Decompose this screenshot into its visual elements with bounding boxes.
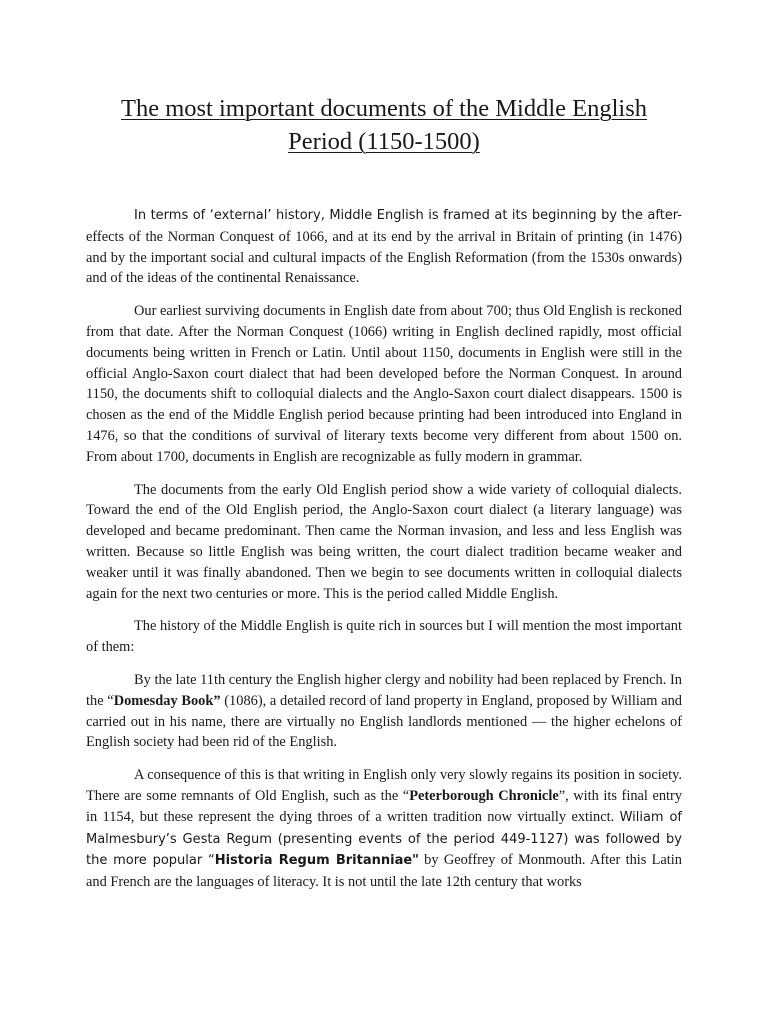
paragraph-6-part-c: by Geoffrey of Monmouth. After this Latin and French are the languages of literacy. It is not until the late 12th century that works bbox=[86, 852, 682, 891]
historia-regum-title: Historia Regum Britanniae" bbox=[214, 853, 419, 869]
document-title: The most important documents of the Middle English Period (1150-1500) bbox=[121, 95, 647, 155]
paragraph-earliest-documents: Our earliest surviving documents in English date from about 700; thus Old English is reckoned from that date. After the Norman Conquest (1066) writing in English declined rapidly, most official documents being written in French or Latin. Until about 1150, documents in English were still in the official Anglo-Saxon court dialect that had been developed before the Norman Conquest. In around 1150, the documents shift to colloquial dialects and the Anglo-Saxon court dialect disappears. 1500 is chosen as the end of the Middle English period because printing had been introduced into England in 1476, so that the conditions of survival of literary texts become very different from about 1500 on. From about 1700, documents in English are recognizable as fully modern in grammar. bbox=[86, 303, 682, 465]
paragraph-1-rest: effects of the Norman Conquest of 1066, and at its end by the arrival in Britain of printing (in 1476) and by the important social and cultural impacts of the English Reformation (from the 1530s onwards) and of the ideas of the continental Renaissance. bbox=[86, 228, 682, 287]
domesday-book-title: Domesday Book” bbox=[113, 692, 221, 709]
paragraph-sources-intro: The history of the Middle English is quite rich in sources but I will mention the most important of them: bbox=[86, 618, 682, 656]
paragraph-1-lead: In terms of ‘external’ history, Middle English is framed at its beginning by the after- bbox=[134, 208, 682, 223]
peterborough-chronicle-title: Peterborough Chronicle bbox=[409, 787, 559, 804]
paragraph-old-english-dialects: The documents from the early Old English period show a wide variety of colloquial dialects. Toward the end of the Old English period, the Anglo-Saxon court dialect (a literary language) was developed and became predominant. Then came the Norman invasion, and less and less English was written. Because so little English was being written, the court dialect tradition became weaker and weaker until it was finally abandoned. Then we begin to see documents written in colloquial dialects again for the next two centuries or more. This is the period called Middle English. bbox=[86, 481, 682, 602]
paragraph-domesday-book bbox=[86, 670, 682, 753]
paragraph-5-part-b: (1086), a detailed record of land property in England, proposed by William and carried out in his name, there are virtually no English landlords mentioned — the higher echelons of English society had been rid of the English. bbox=[86, 692, 682, 751]
paragraph-peterborough-chronicle bbox=[86, 765, 682, 893]
paragraph-6-part-a: A consequence of this is that writing in English only very slowly regains its position in society. There are some remnants of Old English, such as the “ bbox=[86, 767, 682, 804]
paragraph-external-history bbox=[86, 205, 682, 289]
document-body bbox=[86, 205, 682, 905]
paragraph-5-part-a: By the late 11th century the English higher clergy and nobility had been replaced by French. In the “ bbox=[86, 671, 682, 709]
paragraph-6-part-b: ”, with its final entry in 1154, but these represent the dying throes of a written tradition now virtually extinct. bbox=[86, 787, 683, 825]
paragraph-6-gesta-regum: Wiliam of Malmesbury’s Gesta Regum (presenting events of the period 449-1127) was followed by the more popular “ bbox=[86, 809, 683, 869]
